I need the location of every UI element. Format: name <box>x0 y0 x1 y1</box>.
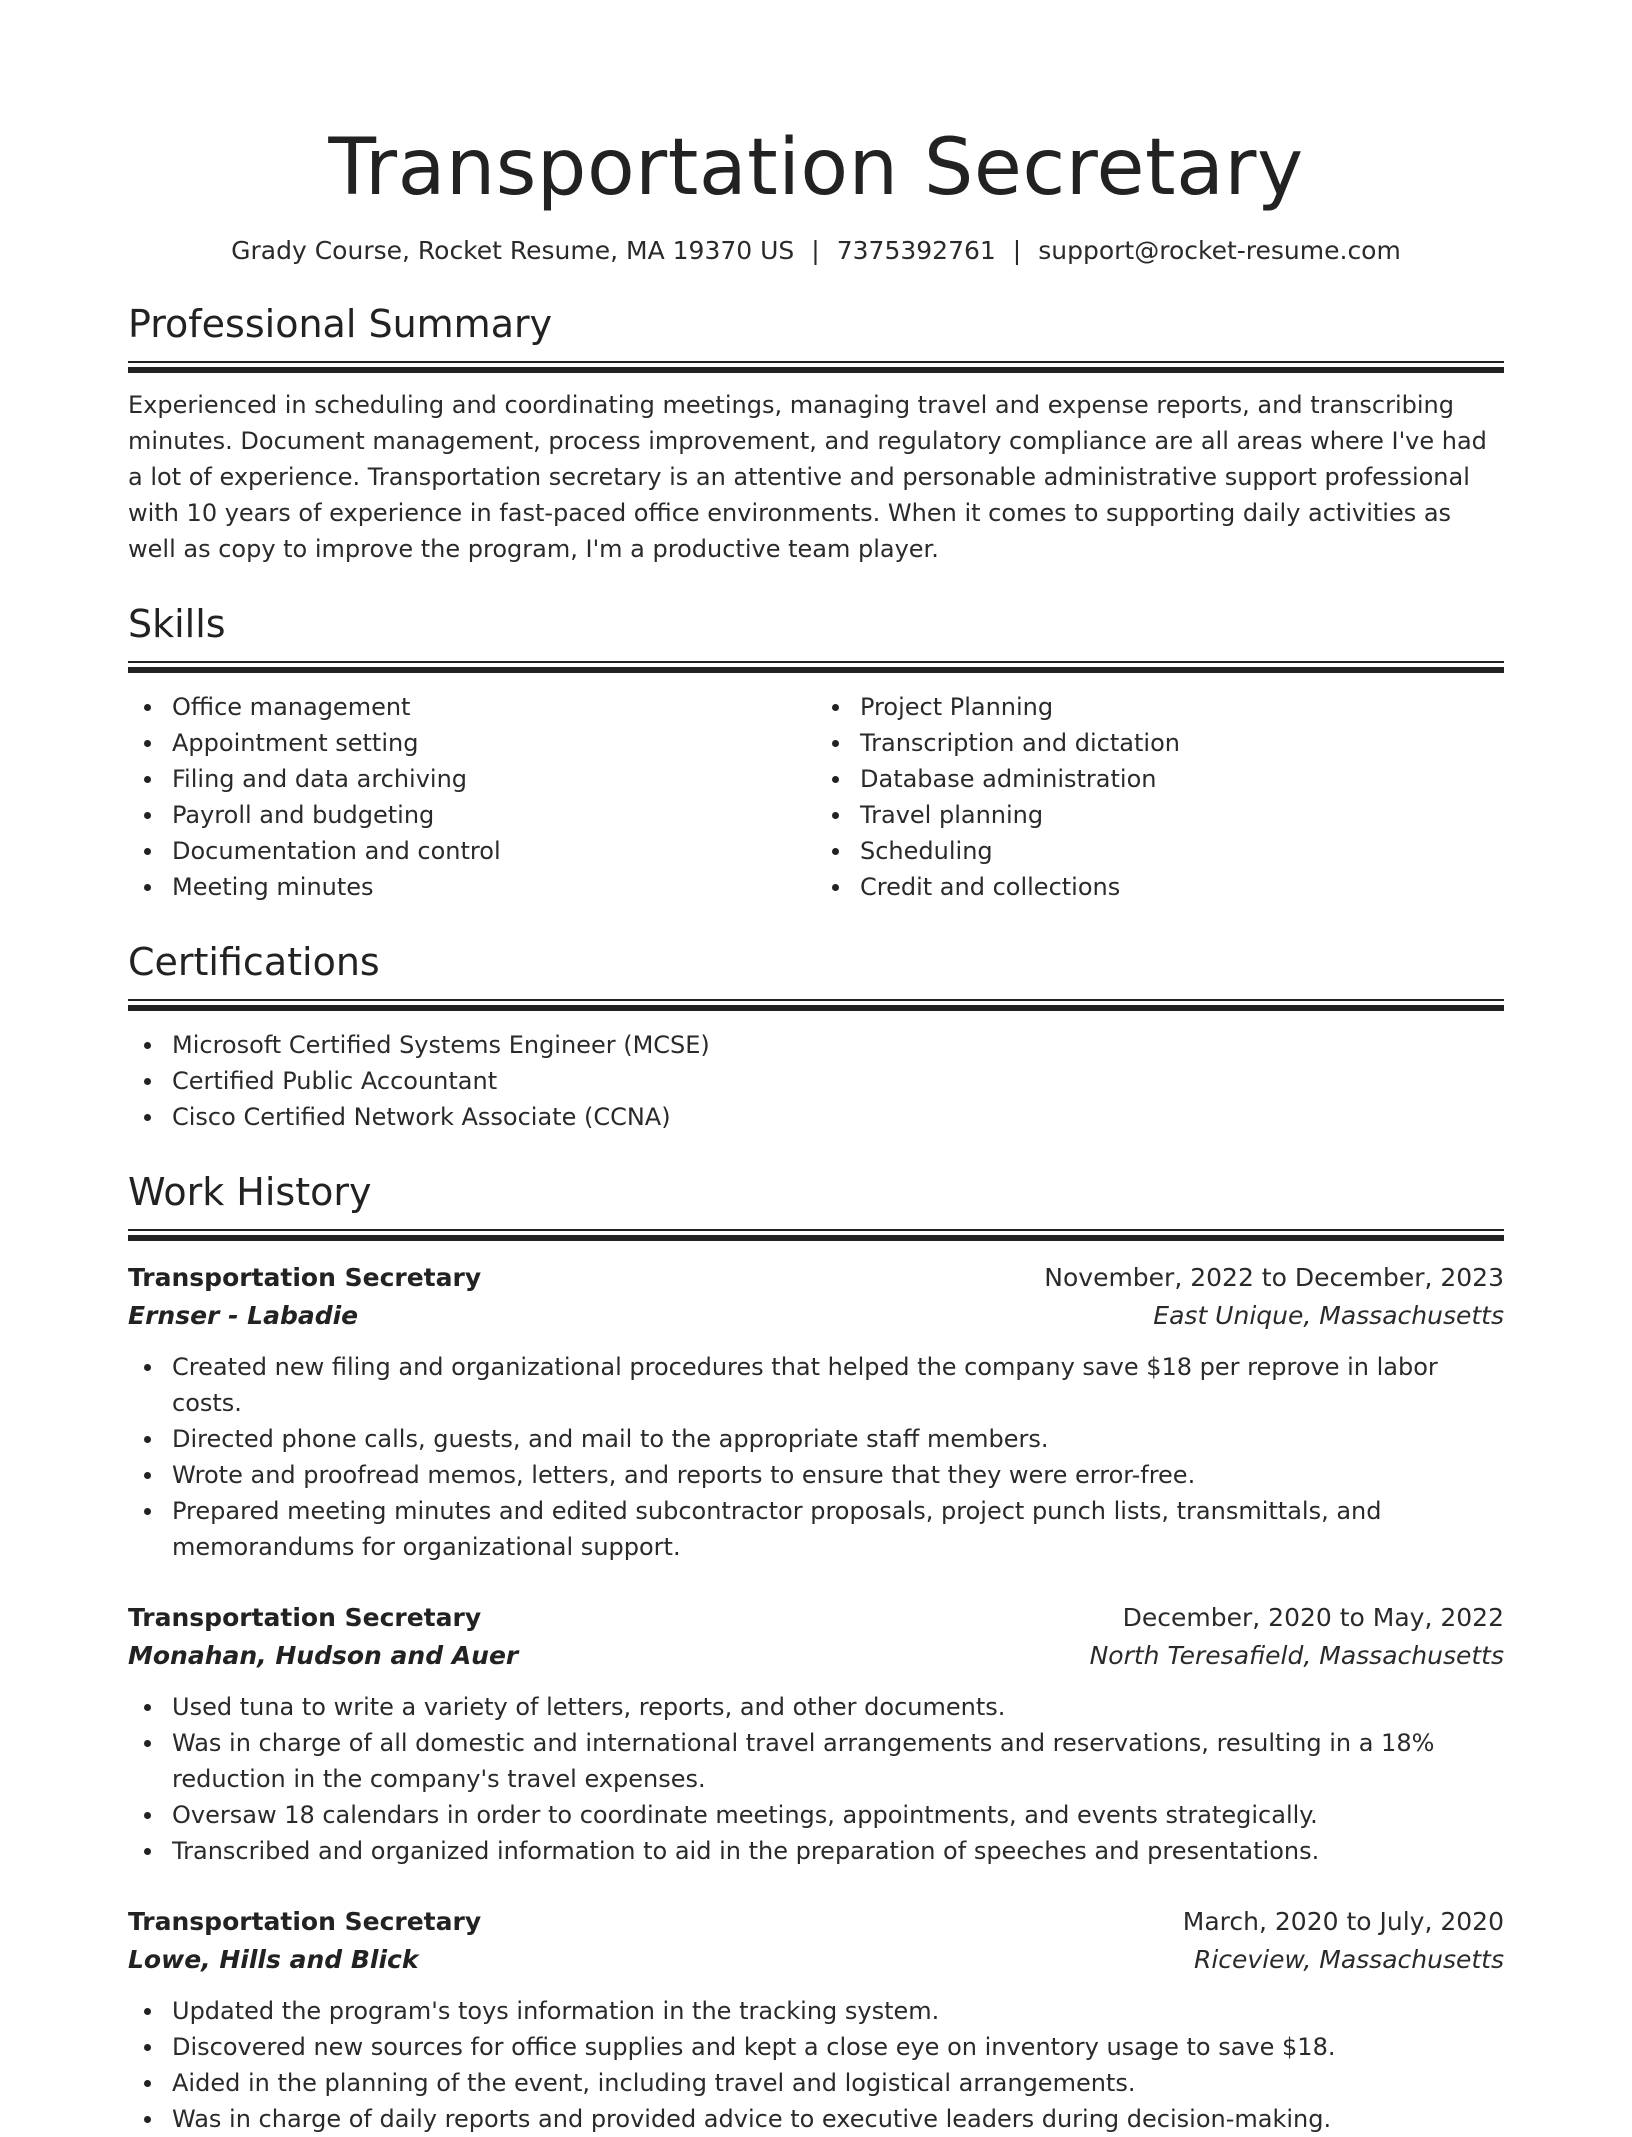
job-title: Transportation Secretary <box>128 1603 482 1632</box>
work-history-section <box>128 1169 1504 2137</box>
skill-item: Travel planning <box>860 797 1504 833</box>
certification-item: Microsoft Certified Systems Engineer (MCSE) <box>172 1027 1504 1063</box>
section-title-skills: Skills <box>128 602 226 646</box>
job-location: North Teresafield, Massachusetts <box>1089 1641 1504 1670</box>
job-bullet: Aided in the planning of the event, including travel and logistical arrangements. <box>172 2065 1504 2101</box>
skill-item: Documentation and control <box>172 833 816 869</box>
job-company-row <box>128 1297 1504 1335</box>
job-bullet: Was in charge of daily reports and provided advice to executive leaders during decision-making. <box>172 2101 1504 2137</box>
skill-item: Scheduling <box>860 833 1504 869</box>
job-company: Monahan, Hudson and Auer <box>128 1641 519 1670</box>
skill-item: Transcription and dictation <box>860 725 1504 761</box>
job-entry <box>128 1599 1504 1869</box>
section-divider <box>128 361 1504 373</box>
job-bullet: Wrote and proofread memos, letters, and reports to ensure that they were error-free. <box>172 1457 1504 1493</box>
summary-section <box>128 301 1504 567</box>
job-company-row <box>128 1637 1504 1675</box>
contact-separator: | <box>1012 236 1022 265</box>
skills-section <box>128 601 1504 905</box>
contact-address: Grady Course, Rocket Resume, MA 19370 US <box>231 236 795 265</box>
job-company: Ernser - Labadie <box>128 1301 359 1330</box>
section-divider <box>128 999 1504 1011</box>
job-title: Transportation Secretary <box>128 1263 482 1292</box>
job-bullet: Used tuna to write a variety of letters, reports, and other documents. <box>172 1689 1504 1725</box>
skill-item: Credit and collections <box>860 869 1504 905</box>
resume-name: Transportation Secretary <box>328 123 1304 213</box>
job-dates: December, 2020 to May, 2022 <box>1122 1603 1504 1632</box>
skills-list-left <box>128 689 816 905</box>
certification-item: Cisco Certified Network Associate (CCNA) <box>172 1099 1504 1135</box>
job-entry <box>128 1259 1504 1565</box>
job-bullet: Directed phone calls, guests, and mail to the appropriate staff members. <box>172 1421 1504 1457</box>
certifications-list <box>128 1027 1504 1135</box>
resume-page <box>128 0 1504 2137</box>
job-location: Riceview, Massachusetts <box>1193 1945 1504 1974</box>
summary-text: Experienced in scheduling and coordinating meetings, managing travel and expense reports, and transcribing minutes. Document management, process improvement, and regulatory compliance are all areas where I've had a lot of experience. Transportation secretary is an attentive and personable administrative support professional with 10 years of experience in fast-paced office environments. When it comes to supporting daily activities as well as copy to improve the program, I'm a productive team player. <box>128 391 1487 563</box>
skill-item: Appointment setting <box>172 725 816 761</box>
job-header-row <box>128 1903 1504 1941</box>
skills-list-right <box>816 689 1504 905</box>
contact-separator: | <box>811 236 820 265</box>
job-entry <box>128 1903 1504 2137</box>
job-bullets <box>128 1689 1504 1869</box>
skill-item: Filing and data archiving <box>172 761 816 797</box>
job-bullet: Transcribed and organized information to aid in the preparation of speeches and presentations. <box>172 1833 1504 1869</box>
skill-item: Payroll and budgeting <box>172 797 816 833</box>
section-title-summary: Professional Summary <box>128 302 553 346</box>
job-location: East Unique, Massachusetts <box>1153 1301 1504 1330</box>
skill-item: Project Planning <box>860 689 1504 725</box>
contact-phone: 7375392761 <box>836 236 996 265</box>
job-bullet: Updated the program's toys information in the tracking system. <box>172 1993 1504 2029</box>
job-header-row <box>128 1599 1504 1637</box>
certifications-section <box>128 939 1504 1135</box>
section-divider <box>128 661 1504 673</box>
job-bullets <box>128 1349 1504 1565</box>
job-bullet: Created new filing and organizational procedures that helped the company save $18 per reprove in labor costs. <box>172 1349 1504 1421</box>
contact-email: support@rocket-resume.com <box>1038 236 1401 265</box>
job-bullet: Prepared meeting minutes and edited subcontractor proposals, project punch lists, transmittals, and memorandums for organizational support. <box>172 1493 1504 1565</box>
job-bullet: Oversaw 18 calendars in order to coordinate meetings, appointments, and events strategically. <box>172 1797 1504 1833</box>
section-title-work-history: Work History <box>128 1170 372 1214</box>
job-dates: March, 2020 to July, 2020 <box>1182 1907 1504 1936</box>
job-title: Transportation Secretary <box>128 1907 482 1936</box>
section-title-certifications: Certifications <box>128 940 380 984</box>
certification-item: Certified Public Accountant <box>172 1063 1504 1099</box>
job-company: Lowe, Hills and Blick <box>128 1945 419 1974</box>
skills-grid <box>128 689 1504 905</box>
job-dates: November, 2022 to December, 2023 <box>1044 1263 1504 1292</box>
contact-line <box>128 235 1504 267</box>
skill-item: Office management <box>172 689 816 725</box>
skill-item: Database administration <box>860 761 1504 797</box>
job-bullets <box>128 1993 1504 2137</box>
section-divider <box>128 1229 1504 1241</box>
job-bullet: Discovered new sources for office supplies and kept a close eye on inventory usage to save $18. <box>172 2029 1504 2065</box>
skill-item: Meeting minutes <box>172 869 816 905</box>
job-company-row <box>128 1941 1504 1979</box>
job-bullet: Was in charge of all domestic and international travel arrangements and reservations, resulting in a 18% reduction in the company's travel expenses. <box>172 1725 1504 1797</box>
job-header-row <box>128 1259 1504 1297</box>
